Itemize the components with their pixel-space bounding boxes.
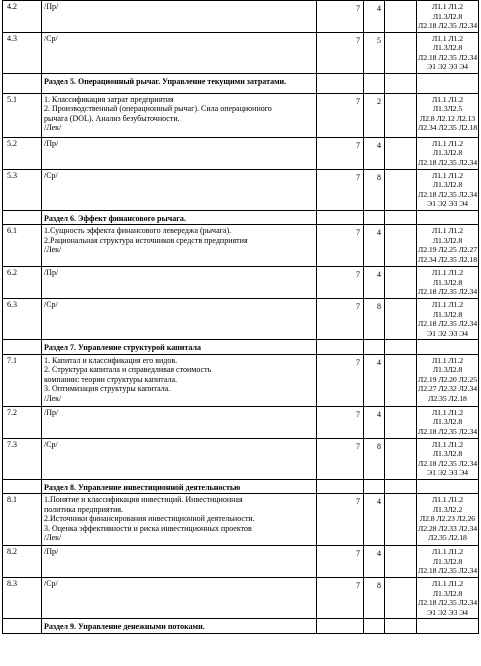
semester-value: 7 <box>317 354 364 406</box>
semester-value: 7 <box>317 169 364 210</box>
section-row <box>3 479 479 494</box>
lesson-topic: /Пр/ <box>42 406 317 438</box>
table-row <box>3 225 479 267</box>
hours-value: 4 <box>364 1 385 33</box>
table-row <box>3 93 479 137</box>
hours-value: 4 <box>364 354 385 406</box>
lesson-number: 7.2 <box>3 406 42 438</box>
curriculum-table-body <box>3 1 479 634</box>
curriculum-table <box>2 0 479 634</box>
section-title: Раздел 6. Эффект финансового рычага. <box>42 210 317 225</box>
lesson-number: 4.3 <box>3 32 42 73</box>
literature-refs: Л1.1 Л1.2 Л1.3Л2.8 Л2.18 Л2.35 Л2.34 Э1 Э2 Э3 Э4 <box>418 439 477 477</box>
hours-value: 4 <box>364 406 385 438</box>
semester-value: 7 <box>317 406 364 438</box>
section-row <box>3 73 479 93</box>
hours-value: 2 <box>364 93 385 137</box>
literature-refs: Л1.1 Л1.2 Л1.3Л2.8 Л2.18 Л2.35 Л2.34 <box>417 267 479 299</box>
section-num-cell <box>3 619 42 634</box>
empty-cell <box>385 73 417 93</box>
competence-cell <box>385 578 417 619</box>
empty-cell <box>385 619 417 634</box>
literature-refs: Л1.1 Л1.2 Л1.3Л2.8 Л2.18 Л2.35 Л2.34 <box>418 2 477 30</box>
section-num-cell <box>3 73 42 93</box>
empty-cell <box>385 210 417 225</box>
semester-value: 7 <box>317 267 364 299</box>
competence-cell <box>385 354 417 406</box>
lesson-topic: 1.Сущность эффекта финансового левереджа (рычага). 2.Рациональная структура источников средств предприятия /Лек/ <box>42 225 317 267</box>
hours-value: 4 <box>364 267 385 299</box>
empty-cell <box>417 210 479 225</box>
table-row <box>3 169 479 210</box>
competence-cell <box>385 267 417 299</box>
hours-value: 4 <box>364 494 385 546</box>
empty-cell <box>417 340 479 355</box>
table-row <box>3 137 479 169</box>
literature-refs: Л1.1 Л1.2 Л1.3Л2.8 Л2.18 Л2.35 Л2.34 Э1 Э2 Э3 Э4 <box>418 33 477 71</box>
empty-cell <box>364 73 385 93</box>
semester-value: 7 <box>317 438 364 479</box>
empty-cell <box>417 479 479 494</box>
literature-refs: Л1.1 Л1.2 Л1.3Л2.5 Л2.8 Л2.12 Л2.13 Л2.34 Л2.35 Л2.18 <box>417 93 479 137</box>
lesson-topic: 1.Понятие и классификация инвестиций. Инвестиционная политика предприятия. 2.Источники финансирования инвестиционной деятельности. 3. Оценка эффективности и риска инвестиционных проектов /Лек/ <box>42 494 317 546</box>
empty-cell <box>364 479 385 494</box>
empty-cell <box>317 210 364 225</box>
empty-cell <box>364 619 385 634</box>
empty-cell <box>417 73 479 93</box>
lesson-number: 4.2 <box>3 1 42 33</box>
competence-cell <box>385 137 417 169</box>
semester-value: 7 <box>317 225 364 267</box>
semester-value: 7 <box>317 1 364 33</box>
section-title: Раздел 9. Управление денежными потоками. <box>42 619 317 634</box>
lesson-number: 6.1 <box>3 225 42 267</box>
table-row <box>3 438 479 479</box>
hours-value: 8 <box>364 438 385 479</box>
semester-value: 7 <box>317 494 364 546</box>
hours-value: 5 <box>364 32 385 73</box>
semester-value: 7 <box>317 578 364 619</box>
lesson-number: 6.3 <box>3 299 42 340</box>
table-row <box>3 1 479 33</box>
competence-cell <box>385 93 417 137</box>
competence-cell <box>385 1 417 33</box>
literature-refs: Л1.1 Л1.2 Л1.3Л2.8 Л2.18 Л2.35 Л2.34 Э1 Э2 Э3 Э4 <box>418 579 477 617</box>
empty-cell <box>385 340 417 355</box>
lesson-topic: /Пр/ <box>42 267 317 299</box>
lesson-topic: 1. Классификация затрат предприятия 2. Производственный (операционный рычаг). Сила операционного рычага (DOL). Анализ безубыточности. /Лек/ <box>42 93 317 137</box>
lesson-topic: /Пр/ <box>42 546 317 578</box>
section-title: Раздел 7. Управление структурой капитала <box>42 340 317 355</box>
lesson-number: 6.2 <box>3 267 42 299</box>
lesson-number: 7.3 <box>3 438 42 479</box>
hours-value: 4 <box>364 137 385 169</box>
lesson-number: 8.1 <box>3 494 42 546</box>
hours-value: 4 <box>364 225 385 267</box>
lesson-topic: /Ср/ <box>42 32 317 73</box>
table-row <box>3 546 479 578</box>
section-num-cell <box>3 479 42 494</box>
lesson-topic: 1. Капитал и классификация его видов. 2. Структура капитала и справедливая стоимость компании: теории структуры капитала. 3. Оптимизация структуры капитала. /Лек/ <box>42 354 317 406</box>
hours-value: 4 <box>364 546 385 578</box>
semester-value: 7 <box>317 299 364 340</box>
lesson-number: 8.3 <box>3 578 42 619</box>
table-row <box>3 578 479 619</box>
lesson-topic: /Ср/ <box>42 578 317 619</box>
empty-cell <box>317 73 364 93</box>
empty-cell <box>317 619 364 634</box>
lesson-number: 5.2 <box>3 137 42 169</box>
table-row <box>3 406 479 438</box>
section-row <box>3 340 479 355</box>
section-num-cell <box>3 210 42 225</box>
lesson-topic: /Ср/ <box>42 299 317 340</box>
empty-cell <box>417 619 479 634</box>
section-title: Раздел 8. Управление инвестиционной деятельностью <box>42 479 317 494</box>
empty-cell <box>317 479 364 494</box>
table-row <box>3 267 479 299</box>
table-row <box>3 32 479 73</box>
competence-cell <box>385 438 417 479</box>
literature-refs: Л1.1 Л1.2 Л1.3Л2.8 Л2.18 Л2.35 Л2.34 <box>417 546 479 578</box>
lesson-number: 8.2 <box>3 546 42 578</box>
table-row <box>3 494 479 546</box>
hours-value: 8 <box>364 299 385 340</box>
literature-refs: Л1.1 Л1.2 Л1.3Л2.2 Л2.8 Л2.23 Л2.26 Л2.28 Л2.33 Л2.34 Л2.35 Л2.18 <box>417 494 479 546</box>
empty-cell <box>385 479 417 494</box>
competence-cell <box>385 406 417 438</box>
semester-value: 7 <box>317 546 364 578</box>
lesson-number: 7.1 <box>3 354 42 406</box>
empty-cell <box>364 340 385 355</box>
competence-cell <box>385 169 417 210</box>
competence-cell <box>385 299 417 340</box>
literature-refs: Л1.1 Л1.2 Л1.3Л2.8 Л2.18 Л2.35 Л2.34 Э1 Э2 Э3 Э4 <box>418 300 477 338</box>
empty-cell <box>317 340 364 355</box>
semester-value: 7 <box>317 93 364 137</box>
table-row <box>3 299 479 340</box>
section-num-cell <box>3 340 42 355</box>
empty-cell <box>364 210 385 225</box>
semester-value: 7 <box>317 32 364 73</box>
lesson-topic: /Ср/ <box>42 438 317 479</box>
literature-refs: Л1.1 Л1.2 Л1.3Л2.8 Л2.19 Л2.25 Л2.27 Л2.34 Л2.35 Л2.18 <box>417 225 479 267</box>
section-title: Раздел 5. Операционный рычаг. Управление текущими затратами. <box>42 73 317 93</box>
lesson-number: 5.1 <box>3 93 42 137</box>
literature-refs: Л1.1 Л1.2 Л1.3Л2.8 Л2.19 Л2.20 Л2.25 Л2.27 Л2.32 Л2.34 Л2.35 Л2.18 <box>417 354 479 406</box>
lesson-topic: /Пр/ <box>42 137 317 169</box>
semester-value: 7 <box>317 137 364 169</box>
literature-refs: Л1.1 Л1.2 Л1.3Л2.8 Л2.18 Л2.35 Л2.34 <box>417 137 479 169</box>
literature-refs: Л1.1 Л1.2 Л1.3Л2.8 Л2.18 Л2.35 Л2.34 <box>417 406 479 438</box>
competence-cell <box>385 546 417 578</box>
hours-value: 8 <box>364 169 385 210</box>
competence-cell <box>385 225 417 267</box>
lesson-number: 5.3 <box>3 169 42 210</box>
lesson-topic: /Пр/ <box>42 1 317 33</box>
literature-refs: Л1.1 Л1.2 Л1.3Л2.8 Л2.18 Л2.35 Л2.34 Э1 Э2 Э3 Э4 <box>418 170 477 208</box>
section-row <box>3 210 479 225</box>
hours-value: 8 <box>364 578 385 619</box>
section-row <box>3 619 479 634</box>
competence-cell <box>385 494 417 546</box>
competence-cell <box>385 32 417 73</box>
table-row <box>3 354 479 406</box>
lesson-topic: /Ср/ <box>42 169 317 210</box>
